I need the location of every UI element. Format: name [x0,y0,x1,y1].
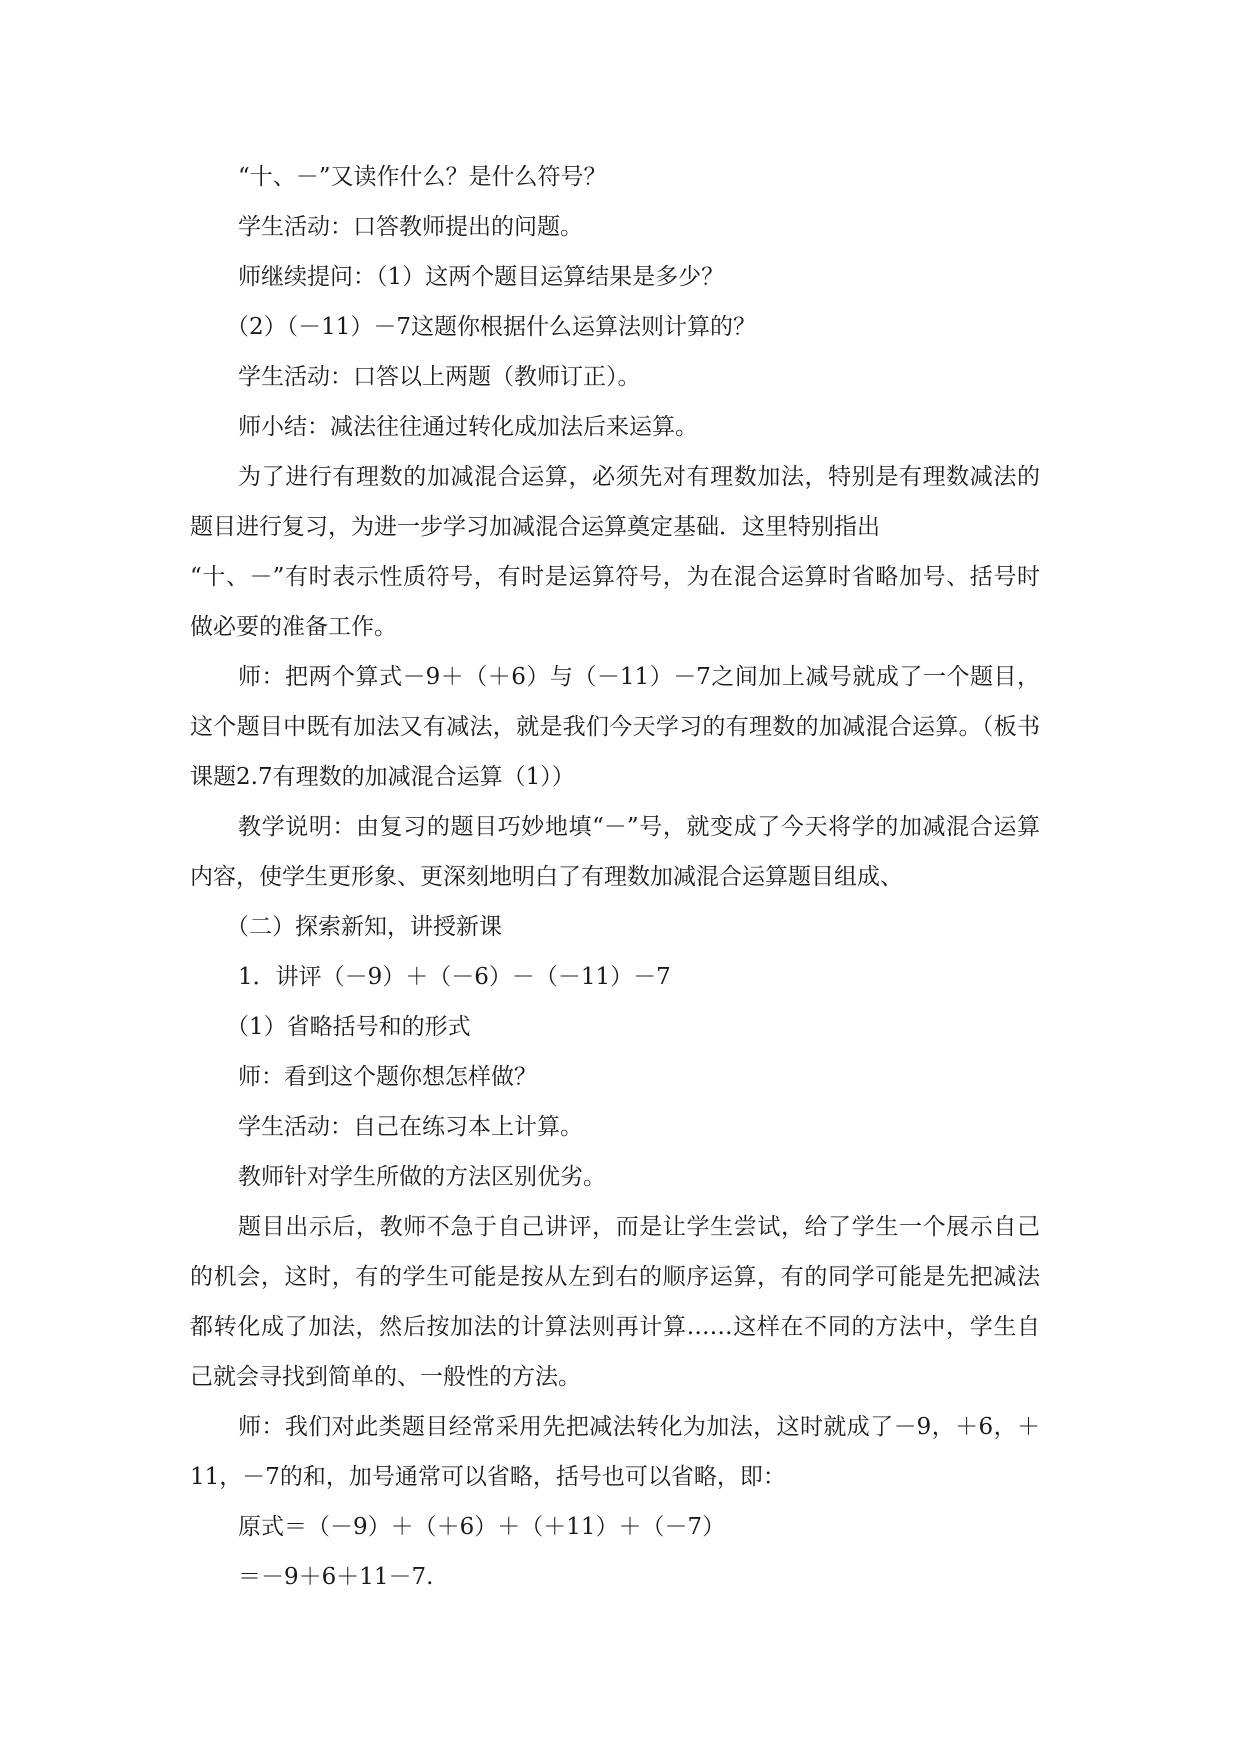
paragraph: 1．讲评（－9）＋（－6）－（－11）－7 [238,964,671,990]
paragraph: 师小结：减法往往通过转化成加法后来运算。 [238,414,698,440]
paragraph: 学生活动：自己在练习本上计算。 [238,1114,583,1140]
paragraph: 师：我们对此类题目经常采用先把减法转化为加法，这时就成了－9，＋6，＋11，－7的和，加号通常可以省略，括号也可以省略，即： [190,1414,1040,1490]
paragraph: 师：把两个算式－9＋（＋6）与（－11）－7之间加上减号就成了一个题目，这个题目中既有加法又有减法，就是我们今天学习的有理数的加减混合运算。（板书课题2.7有理数的加减混合运算（1）） [190,664,1040,790]
equation-line: ＝－9＋6＋11－7. [238,1564,434,1590]
document-body [190,152,1040,1602]
equation-line: 原式＝（－9）＋（＋6）＋（＋11）＋（－7） [238,1514,726,1540]
paragraph: 为了进行有理数的加减混合运算，必须先对有理数加法，特别是有理数减法的题目进行复习，为进一步学习加减混合运算奠定基础．这里特别指出 [190,464,1040,540]
paragraph: 学生活动：口答以上两题（教师订正）。 [238,364,641,390]
paragraph: （2）（－11）－7这题你根据什么运算法则计算的？ [226,314,757,340]
paragraph: 学生活动：口答教师提出的问题。 [238,214,583,240]
paragraph: 师继续提问：（1）这两个题目运算结果是多少？ [238,264,725,290]
paragraph: 题目出示后，教师不急于自己讲评，而是让学生尝试，给了学生一个展示自己的机会，这时，有的学生可能是按从左到右的顺序运算，有的同学可能是先把减法都转化成了加法，然后按加法的计算法则再计算……这样在不同的方法中，学生自己就会寻找到简单的、一般性的方法。 [190,1214,1040,1390]
paragraph: 教学说明：由复习的题目巧妙地填“－”号，就变成了今天将学的加减混合运算内容，使学生更形象、更深刻地明白了有理数加减混合运算题目组成、 [190,814,1040,890]
paragraph: “十、－”有时表示性质符号，有时是运算符号，为在混合运算时省略加号、括号时做必要的准备工作。 [190,564,1040,640]
paragraph: （1）省略括号和的形式 [226,1014,471,1040]
paragraph: “十、－”又读作什么？是什么符号？ [238,164,607,190]
paragraph: 教师针对学生所做的方法区别优劣。 [238,1164,606,1190]
paragraph: 师：看到这个题你想怎样做？ [238,1064,537,1090]
section-heading: （二）探索新知，讲授新课 [226,914,502,940]
